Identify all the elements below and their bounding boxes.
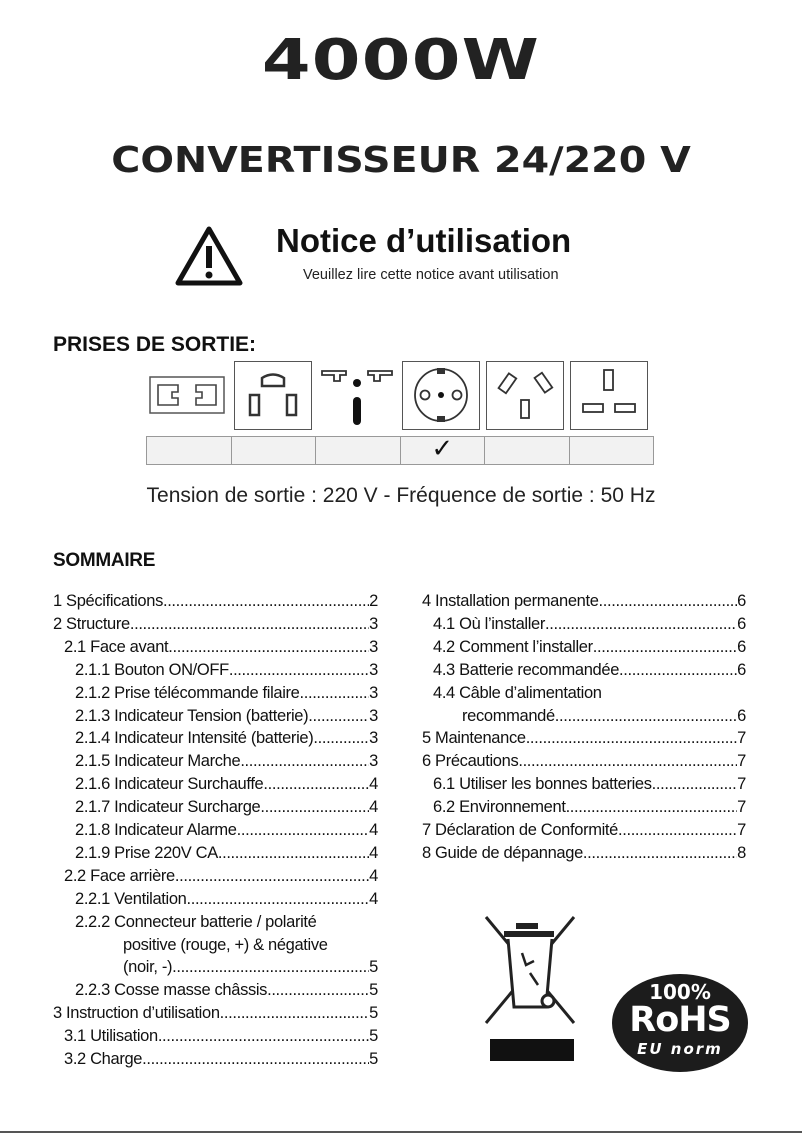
toc-entry-title: 2.1.3 Indicateur Tension (batterie) xyxy=(75,706,309,725)
product-title: CONVERTISSEUR 24/220 V xyxy=(111,140,691,181)
toc-entry xyxy=(53,1002,378,1024)
toc-entry xyxy=(433,636,746,658)
toc-entry-title: 2.1 Face avant xyxy=(64,637,169,656)
notice-subtitle: Veuillez lire cette notice avant utilisation xyxy=(303,267,559,283)
toc-leader-dots xyxy=(599,590,738,612)
toc-entry-page: 6 xyxy=(737,660,746,679)
toc-leader-dots xyxy=(158,1025,369,1047)
rohs-eu-norm: EU norm xyxy=(637,1040,723,1058)
toc-entry xyxy=(433,613,746,635)
toc-leader-dots xyxy=(263,773,369,795)
toc-leader-dots xyxy=(308,705,369,727)
toc-entry xyxy=(75,979,378,1001)
crossed-bin-icon xyxy=(482,913,578,1063)
toc-entry xyxy=(433,682,746,704)
check-mark-icon: ✓ xyxy=(431,434,454,464)
toc-leader-dots xyxy=(237,819,370,841)
toc-entry xyxy=(422,750,746,772)
rohs-text: RoHS xyxy=(629,1000,731,1040)
toc-leader-dots xyxy=(260,796,369,818)
toc-entry-title: 4.3 Batterie recommandée xyxy=(433,660,620,679)
uk-socket-icon xyxy=(570,361,648,430)
toc-entry-page: 7 xyxy=(737,775,746,794)
toc-leader-dots xyxy=(229,659,369,681)
toc-entry xyxy=(422,819,746,841)
toc-entry-title: 2.1.4 Indicateur Intensité (batterie) xyxy=(75,729,314,748)
toc-leader-dots xyxy=(218,842,369,864)
toc-entry xyxy=(433,773,746,795)
schuko-socket-icon xyxy=(402,361,480,430)
toc-leader-dots xyxy=(526,727,737,749)
toc-title: SOMMAIRE xyxy=(53,550,156,571)
toc-entry xyxy=(64,1025,378,1047)
toc-entry-page: 3 xyxy=(369,637,378,656)
toc-entry-page: 5 xyxy=(369,981,378,1000)
check-cell xyxy=(570,437,654,464)
toc-leader-dots xyxy=(619,659,737,681)
toc-entry xyxy=(75,750,378,772)
toc-leader-dots xyxy=(186,888,369,910)
socket-check-row xyxy=(146,436,654,465)
toc-entry xyxy=(75,659,378,681)
toc-entry-page: 5 xyxy=(369,958,378,977)
toc-leader-dots xyxy=(313,727,369,749)
toc-entry-page: 4 xyxy=(369,821,378,839)
toc-entry-title: 2.1.7 Indicateur Surcharge xyxy=(75,798,261,817)
toc-leader-dots xyxy=(220,1002,370,1024)
check-cell-selected xyxy=(401,434,486,464)
toc-entry xyxy=(75,819,378,841)
toc-entry-page: 4 xyxy=(369,843,378,862)
toc-entry-title: 4.1 Où l’installer xyxy=(433,614,546,633)
warning-icon xyxy=(175,226,243,286)
toc-entry xyxy=(433,796,746,818)
toc-leader-dots xyxy=(142,1048,369,1070)
toc-entry-title: 2.2 Face arrière xyxy=(64,866,175,885)
outputs-title: PRISES DE SORTIE: xyxy=(53,333,257,356)
toc-entry-title: 2.1.6 Indicateur Surchauffe xyxy=(75,775,264,794)
toc-entry-page: 7 xyxy=(737,729,746,748)
toc-leader-dots xyxy=(518,750,737,772)
toc-entry-page: 4 xyxy=(369,798,378,817)
check-cell xyxy=(316,437,401,464)
toc-entry xyxy=(75,682,378,704)
toc-leader-dots xyxy=(555,705,737,727)
toc-entry xyxy=(64,636,378,658)
toc-entry-page: 4 xyxy=(369,889,378,908)
toc-leader-dots xyxy=(652,773,738,795)
toc-entry-title: recommandé xyxy=(462,706,555,725)
toc-entry-page: 3 xyxy=(369,729,378,748)
toc-leader-dots xyxy=(593,636,737,658)
toc-entry xyxy=(123,956,378,978)
toc-entry-title: 7 Déclaration de Conformité xyxy=(422,821,618,839)
socket-table xyxy=(146,361,654,465)
toc-entry xyxy=(64,865,378,887)
toc-entry-page: 5 xyxy=(369,1027,378,1046)
toc-entry-page: 4 xyxy=(369,775,378,794)
toc-leader-dots xyxy=(583,842,737,864)
toc-entry-page: 6 xyxy=(737,614,746,633)
toc-entry-title: 4.2 Comment l’installer xyxy=(433,637,593,656)
universal-socket-icon xyxy=(318,361,396,430)
toc-entry-title: 3 Instruction d’utilisation xyxy=(53,1004,220,1023)
toc-entry-title: 1 Spécifications xyxy=(53,592,163,610)
output-voltage-line: Tension de sortie : 220 V - Fréquence de sortie : 50 Hz xyxy=(146,484,656,507)
toc-entry-title: 6.1 Utiliser les bonnes batteries xyxy=(433,775,652,794)
australian-socket-icon xyxy=(486,361,564,430)
toc-entry xyxy=(75,888,378,910)
toc-entry xyxy=(75,773,378,795)
toc-entry xyxy=(75,842,378,864)
rohs-percent: 100% xyxy=(649,980,711,1004)
toc-entry xyxy=(75,911,378,933)
toc-entry-page: 6 xyxy=(737,592,746,610)
toc-entry-title: 8 Guide de dépannage xyxy=(422,843,583,862)
toc-leader-dots xyxy=(240,750,369,772)
toc-entry xyxy=(422,842,746,864)
toc-leader-dots xyxy=(175,865,369,887)
toc-entry-page: 3 xyxy=(369,660,378,679)
toc-entry-page: 5 xyxy=(369,1004,378,1023)
toc-entry xyxy=(422,727,746,749)
toc-leader-dots xyxy=(172,956,369,978)
toc-entry xyxy=(123,934,378,956)
toc-leader-dots xyxy=(163,590,369,612)
toc-entry xyxy=(75,727,378,749)
toc-leader-dots xyxy=(267,979,369,1001)
toc-entry-page: 6 xyxy=(737,706,746,725)
notice-title: Notice d’utilisation xyxy=(276,222,572,259)
toc-entry-page: 4 xyxy=(369,866,378,885)
toc-entry-title: 6 Précautions xyxy=(422,752,519,771)
toc-entry-title: 3.1 Utilisation xyxy=(64,1027,158,1046)
toc-leader-dots xyxy=(168,636,369,658)
toc-entry-title: 2.1.9 Prise 220V CA xyxy=(75,843,218,862)
toc-entry-title: 2.1.2 Prise télécommande filaire xyxy=(75,683,300,702)
power-title: 4000W xyxy=(261,28,541,93)
toc-entry-title: 2.1.5 Indicateur Marche xyxy=(75,752,241,771)
toc-leader-dots xyxy=(618,819,737,841)
toc-entry-page: 8 xyxy=(737,843,746,862)
toc-entry-page: 3 xyxy=(369,683,378,702)
toc-entry-title: 6.2 Environnement xyxy=(433,798,566,817)
toc-entry xyxy=(433,659,746,681)
toc-leader-dots xyxy=(130,613,369,635)
toc-leader-dots xyxy=(300,682,370,704)
toc-entry-page: 2 xyxy=(369,592,378,610)
toc-entry-title: positive (rouge, +) & négative xyxy=(123,935,328,954)
toc-entry-title: 3.2 Charge xyxy=(64,1050,143,1068)
toc-entry xyxy=(75,796,378,818)
rohs-logo xyxy=(612,974,748,1072)
toc-entry-page: 7 xyxy=(737,752,746,771)
us-flat-socket-icon xyxy=(146,373,228,417)
toc-entry-title: 2.2.2 Connecteur batterie / polarité xyxy=(75,912,317,931)
toc-entry xyxy=(53,613,378,635)
toc-entry-title: 4 Installation permanente xyxy=(422,592,599,610)
toc-entry-page: 6 xyxy=(737,637,746,656)
toc-entry xyxy=(64,1048,378,1070)
toc-entry-page: 7 xyxy=(737,798,746,817)
toc-entry-title: (noir, -) xyxy=(123,958,173,977)
toc-entry-title: 5 Maintenance xyxy=(422,729,526,748)
us-grounded-socket-icon xyxy=(234,361,312,430)
toc-entry-title: 2.2.1 Ventilation xyxy=(75,889,187,908)
toc-entry xyxy=(462,705,746,727)
toc-leader-dots xyxy=(545,613,737,635)
toc-leader-dots xyxy=(566,796,738,818)
toc-entry-title: 2.1.8 Indicateur Alarme xyxy=(75,821,237,839)
toc-entry xyxy=(75,705,378,727)
bottom-rule xyxy=(0,1131,802,1133)
toc-entry-page: 3 xyxy=(369,614,378,633)
check-cell xyxy=(485,437,570,464)
toc-entry-title: 2 Structure xyxy=(53,614,130,633)
toc-entry-page: 7 xyxy=(737,821,746,839)
toc-entry xyxy=(422,590,746,612)
toc-entry-title: 4.4 Câble d’alimentation xyxy=(433,683,602,702)
check-cell xyxy=(147,437,232,464)
toc-entry-page: 3 xyxy=(369,752,378,771)
check-cell xyxy=(232,437,317,464)
toc-entry-title: 2.1.1 Bouton ON/OFF xyxy=(75,660,229,679)
toc-entry-title: 2.2.3 Cosse masse châssis xyxy=(75,981,268,1000)
toc-entry-page: 3 xyxy=(369,706,378,725)
toc-entry xyxy=(53,590,378,612)
toc-entry-page: 5 xyxy=(369,1050,378,1068)
